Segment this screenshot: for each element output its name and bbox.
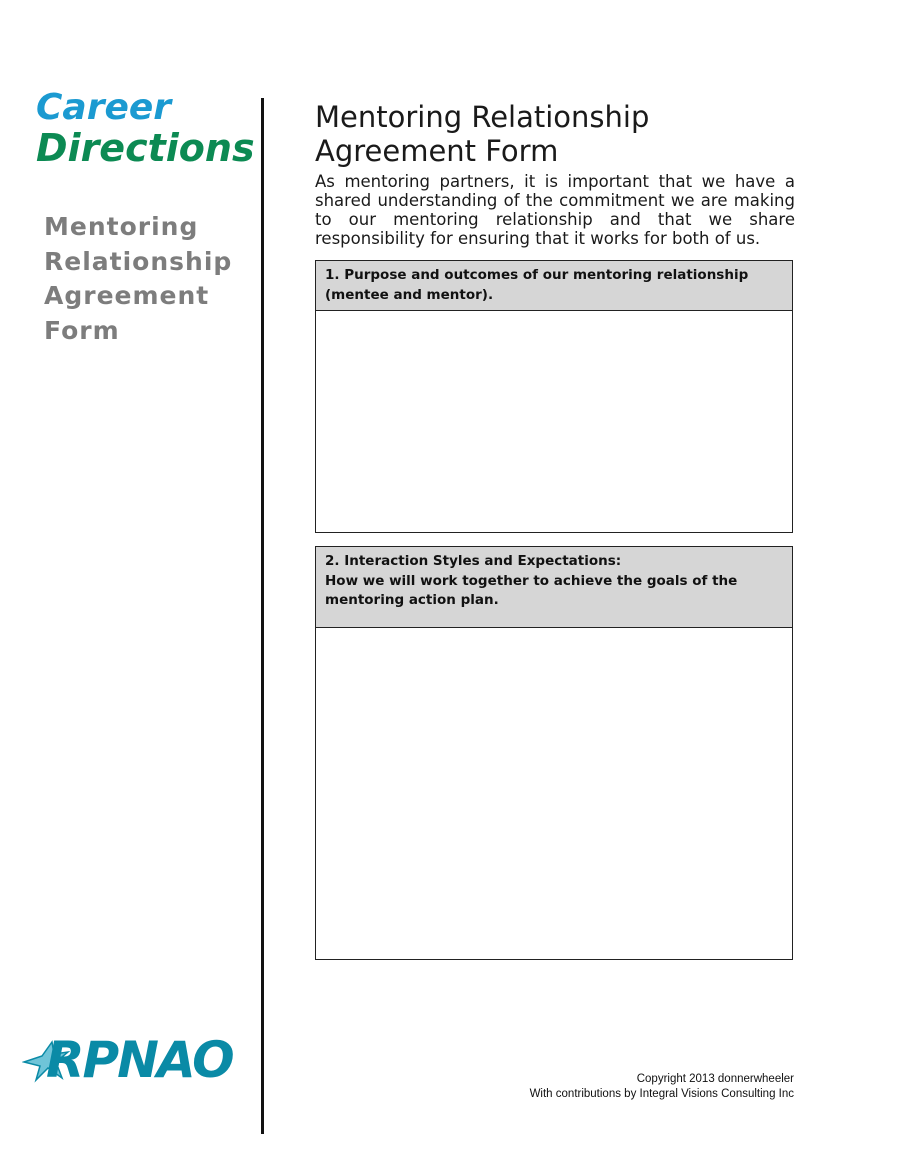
brand-logo-text <box>36 88 255 168</box>
section-heading-line: How we will work together to achieve the goals of the mentoring action plan. <box>325 572 738 608</box>
brand-line-directions: Directions <box>36 126 255 170</box>
copyright-line: Copyright 2013 donnerwheeler <box>636 1073 794 1085</box>
section-interaction-styles <box>315 546 793 960</box>
sidebar-title-line: Mentoring <box>44 212 199 241</box>
interaction-styles-entry-area[interactable] <box>316 628 792 958</box>
brand-line-career: Career <box>36 87 172 128</box>
sidebar-title <box>44 210 244 348</box>
rpnao-logo <box>22 1031 258 1089</box>
sidebar-title-line: Agreement <box>44 281 210 310</box>
section-heading-line: 2. Interaction Styles and Expectations: <box>325 553 622 569</box>
section-purpose-outcomes <box>315 260 793 533</box>
vertical-divider <box>261 98 264 1134</box>
page-title: Mentoring Relationship Agreement Form <box>315 100 650 168</box>
section-heading <box>316 261 792 311</box>
intro-paragraph: As mentoring partners, it is important that we have a shared understanding of the commitment we are making to our mentoring relationship and that we share responsibility for ensuring that it works for both of us. <box>315 172 795 248</box>
section-heading <box>316 547 792 628</box>
section-heading-line: 1. Purpose and outcomes of our mentoring relationship (mentee and mentor). <box>325 267 749 303</box>
contributions-line: With contributions by Integral Visions Consulting Inc <box>529 1088 794 1100</box>
copyright-notice <box>480 1072 794 1102</box>
logo-wordmark: RPNAO <box>46 1031 233 1089</box>
sidebar-title-line: Relationship <box>44 246 233 276</box>
purpose-outcomes-entry-area[interactable] <box>316 311 792 531</box>
sidebar-title-line: Form <box>44 315 120 345</box>
